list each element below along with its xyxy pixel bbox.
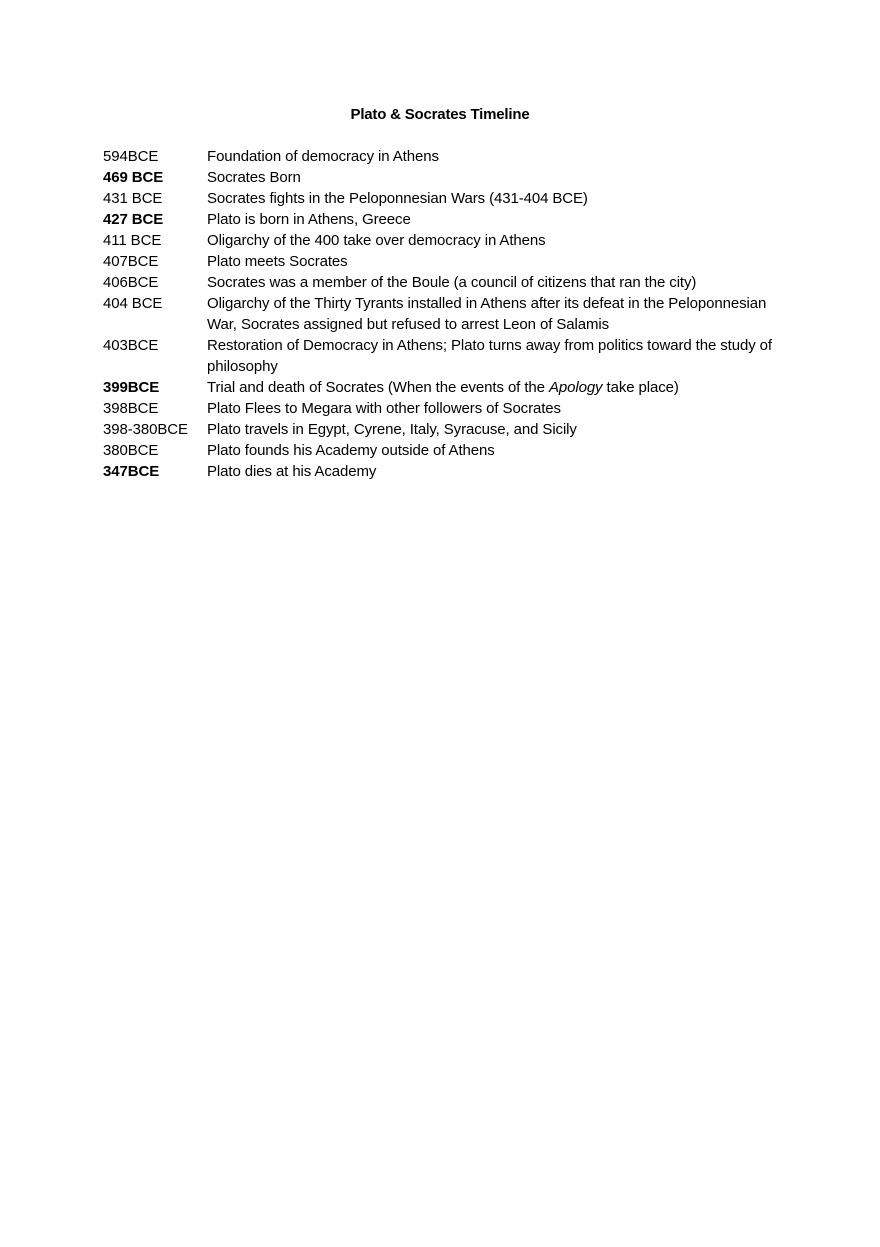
entry-date: 407BCE — [103, 253, 159, 270]
entry-event: Foundation of democracy in Athens — [207, 148, 439, 165]
entry-event: Plato is born in Athens, Greece — [207, 211, 411, 228]
timeline-entry — [103, 419, 783, 440]
entry-event — [207, 377, 783, 398]
entry-event: Oligarchy of the 400 take over democracy in Athens — [207, 232, 546, 249]
timeline-list — [103, 146, 783, 482]
entry-date: 398BCE — [103, 400, 159, 417]
entry-event-text: take place) — [602, 379, 679, 396]
timeline-entry — [103, 251, 783, 272]
entry-event-italic: Apology — [548, 379, 603, 396]
entry-event: Socrates fights in the Peloponnesian Wars (431-404 BCE) — [207, 190, 588, 207]
entry-date: 347BCE — [103, 463, 160, 480]
timeline-entry — [103, 440, 783, 461]
entry-date: 404 BCE — [103, 295, 163, 312]
entry-event-text: Trial and death of Socrates (When the events of the — [207, 379, 549, 396]
timeline-entry — [103, 398, 783, 419]
timeline-entry — [103, 335, 783, 377]
entry-event: Oligarchy of the Thirty Tyrants installed in Athens after its defeat in the Peloponnesian War, Socrates assigned but refused to arrest Leon of Salamis — [207, 295, 767, 333]
entry-date: 403BCE — [103, 337, 159, 354]
entry-date: 427 BCE — [103, 211, 164, 228]
timeline-entry — [103, 188, 783, 209]
entry-date: 431 BCE — [103, 190, 163, 207]
entry-date: 594BCE — [103, 148, 159, 165]
timeline-entry — [103, 293, 783, 335]
entry-date: 399BCE — [103, 379, 160, 396]
entry-date: 411 BCE — [103, 232, 162, 249]
timeline-entry — [103, 167, 783, 188]
entry-event: Plato meets Socrates — [207, 253, 348, 270]
page-title: Plato & Socrates Timeline — [350, 106, 530, 123]
timeline-entry — [103, 461, 783, 482]
timeline-entry — [103, 209, 783, 230]
entry-event: Restoration of Democracy in Athens; Plato turns away from politics toward the study of philosophy — [207, 337, 772, 375]
entry-event: Plato travels in Egypt, Cyrene, Italy, Syracuse, and Sicily — [207, 421, 577, 438]
entry-date: 469 BCE — [103, 169, 164, 186]
timeline-entry — [103, 272, 783, 293]
timeline-entry — [103, 377, 783, 398]
entry-event: Plato founds his Academy outside of Athens — [207, 442, 495, 459]
entry-event: Plato Flees to Megara with other followers of Socrates — [207, 400, 561, 417]
timeline-entry — [103, 230, 783, 251]
entry-event: Plato dies at his Academy — [207, 463, 377, 480]
entry-event: Socrates Born — [207, 169, 301, 186]
entry-date: 398-380BCE — [103, 421, 188, 438]
entry-date: 406BCE — [103, 274, 159, 291]
entry-date: 380BCE — [103, 442, 159, 459]
timeline-entry — [103, 146, 783, 167]
entry-event: Socrates was a member of the Boule (a council of citizens that ran the city) — [207, 274, 697, 291]
